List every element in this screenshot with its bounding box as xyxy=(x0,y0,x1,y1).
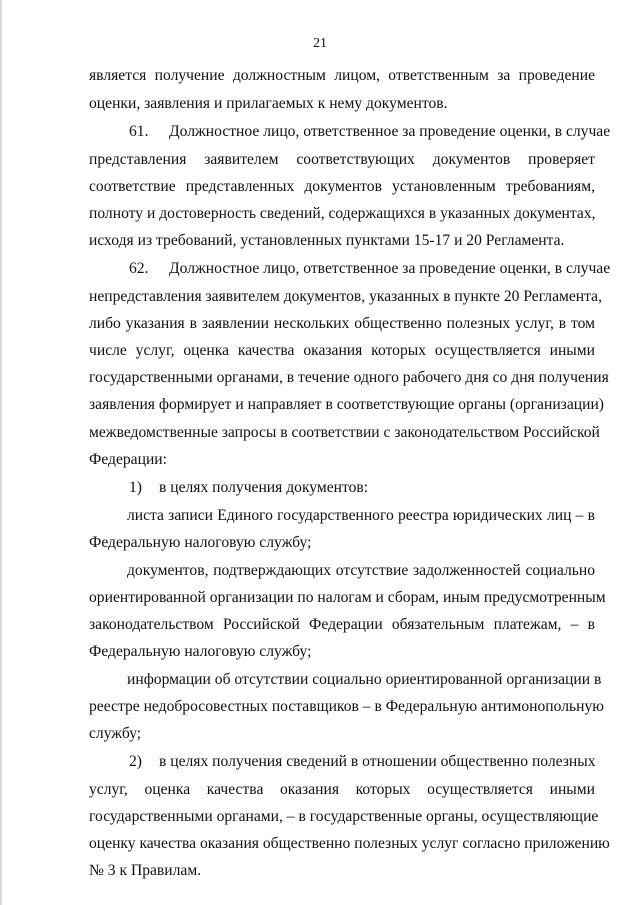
text-line: услуг, оценка качества оказания которых осуществляется иными xyxy=(89,781,595,798)
text-line: полноту и достоверность сведений, содержащихся в указанных документах, xyxy=(89,205,596,222)
text-line: соответствие представленных документов установленным требованиям, xyxy=(89,178,595,195)
text-line: либо указания в заявлении нескольких общественно полезных услуг, в том xyxy=(89,315,595,332)
text-line: Федерации: xyxy=(89,451,167,468)
text-line: в целях получения сведений в отношении общественно полезных xyxy=(159,753,596,770)
list-item-2 xyxy=(129,752,595,772)
text-line: представления заявителем соответствующих документов проверяет xyxy=(89,151,595,168)
text-line: ориентированной организации по налогам и сборам, иным предусмотренным xyxy=(89,589,606,606)
text-line: Федеральную налоговую службу; xyxy=(89,534,312,551)
text-line: оценки, заявления и прилагаемых к нему документов. xyxy=(89,95,448,112)
text-line: реестре недобросовестных поставщиков – в Федеральную антимонопольную xyxy=(89,698,604,715)
text-line: Федеральную налоговую службу; xyxy=(89,643,312,660)
paragraph-number: 61. xyxy=(129,123,149,140)
paragraph-61 xyxy=(129,122,611,142)
text-line: числе услуг, оценка качества оказания которых осуществляется иными xyxy=(89,342,595,359)
text-line: в целях получения документов: xyxy=(159,479,369,496)
text-line: непредставления заявителем документов, указанных в пункте 20 Регламента, xyxy=(89,288,602,305)
text-line: Должностное лицо, ответственное за проведение оценки, в случае xyxy=(169,123,611,140)
text-line: службу; xyxy=(89,725,142,742)
text-line: листа записи Единого государственного реестра юридических лиц – в xyxy=(127,507,595,524)
text-line: оценку качества оказания общественно полезных услуг согласно приложению xyxy=(89,835,610,852)
paragraph-62 xyxy=(129,259,611,279)
item-number: 2) xyxy=(129,753,142,770)
text-line: межведомственные запросы в соответствии с законодательством Российской xyxy=(89,424,600,441)
text-line: Должностное лицо, ответственное за проведение оценки, в случае xyxy=(169,260,611,277)
text-line: государственными органами, в течение одного рабочего дня со дня получения xyxy=(89,369,609,386)
text-line: исходя из требований, установленных пунктами 15-17 и 20 Регламента. xyxy=(89,232,565,249)
text-line: государственными органами, – в государственные органы, осуществляющие xyxy=(89,808,599,825)
page-number: 21 xyxy=(313,36,327,51)
text-line: документов, подтверждающих отсутствие задолженностей социально xyxy=(127,562,595,579)
text-line: законодательством Российской Федерации обязательным платежам, – в xyxy=(89,616,595,633)
item-number: 1) xyxy=(129,479,142,496)
list-item-1 xyxy=(129,478,595,498)
text-line: № 3 к Правилам. xyxy=(89,862,202,879)
text-line: является получение должностным лицом, ответственным за проведение xyxy=(89,67,595,84)
text-line: заявления формирует и направляет в соответствующие органы (организации) xyxy=(89,396,604,413)
paragraph-number: 62. xyxy=(129,260,149,277)
scan-edge-divider xyxy=(0,0,2,905)
text-line: информации об отсутствии социально ориентированной организации в xyxy=(127,671,602,688)
